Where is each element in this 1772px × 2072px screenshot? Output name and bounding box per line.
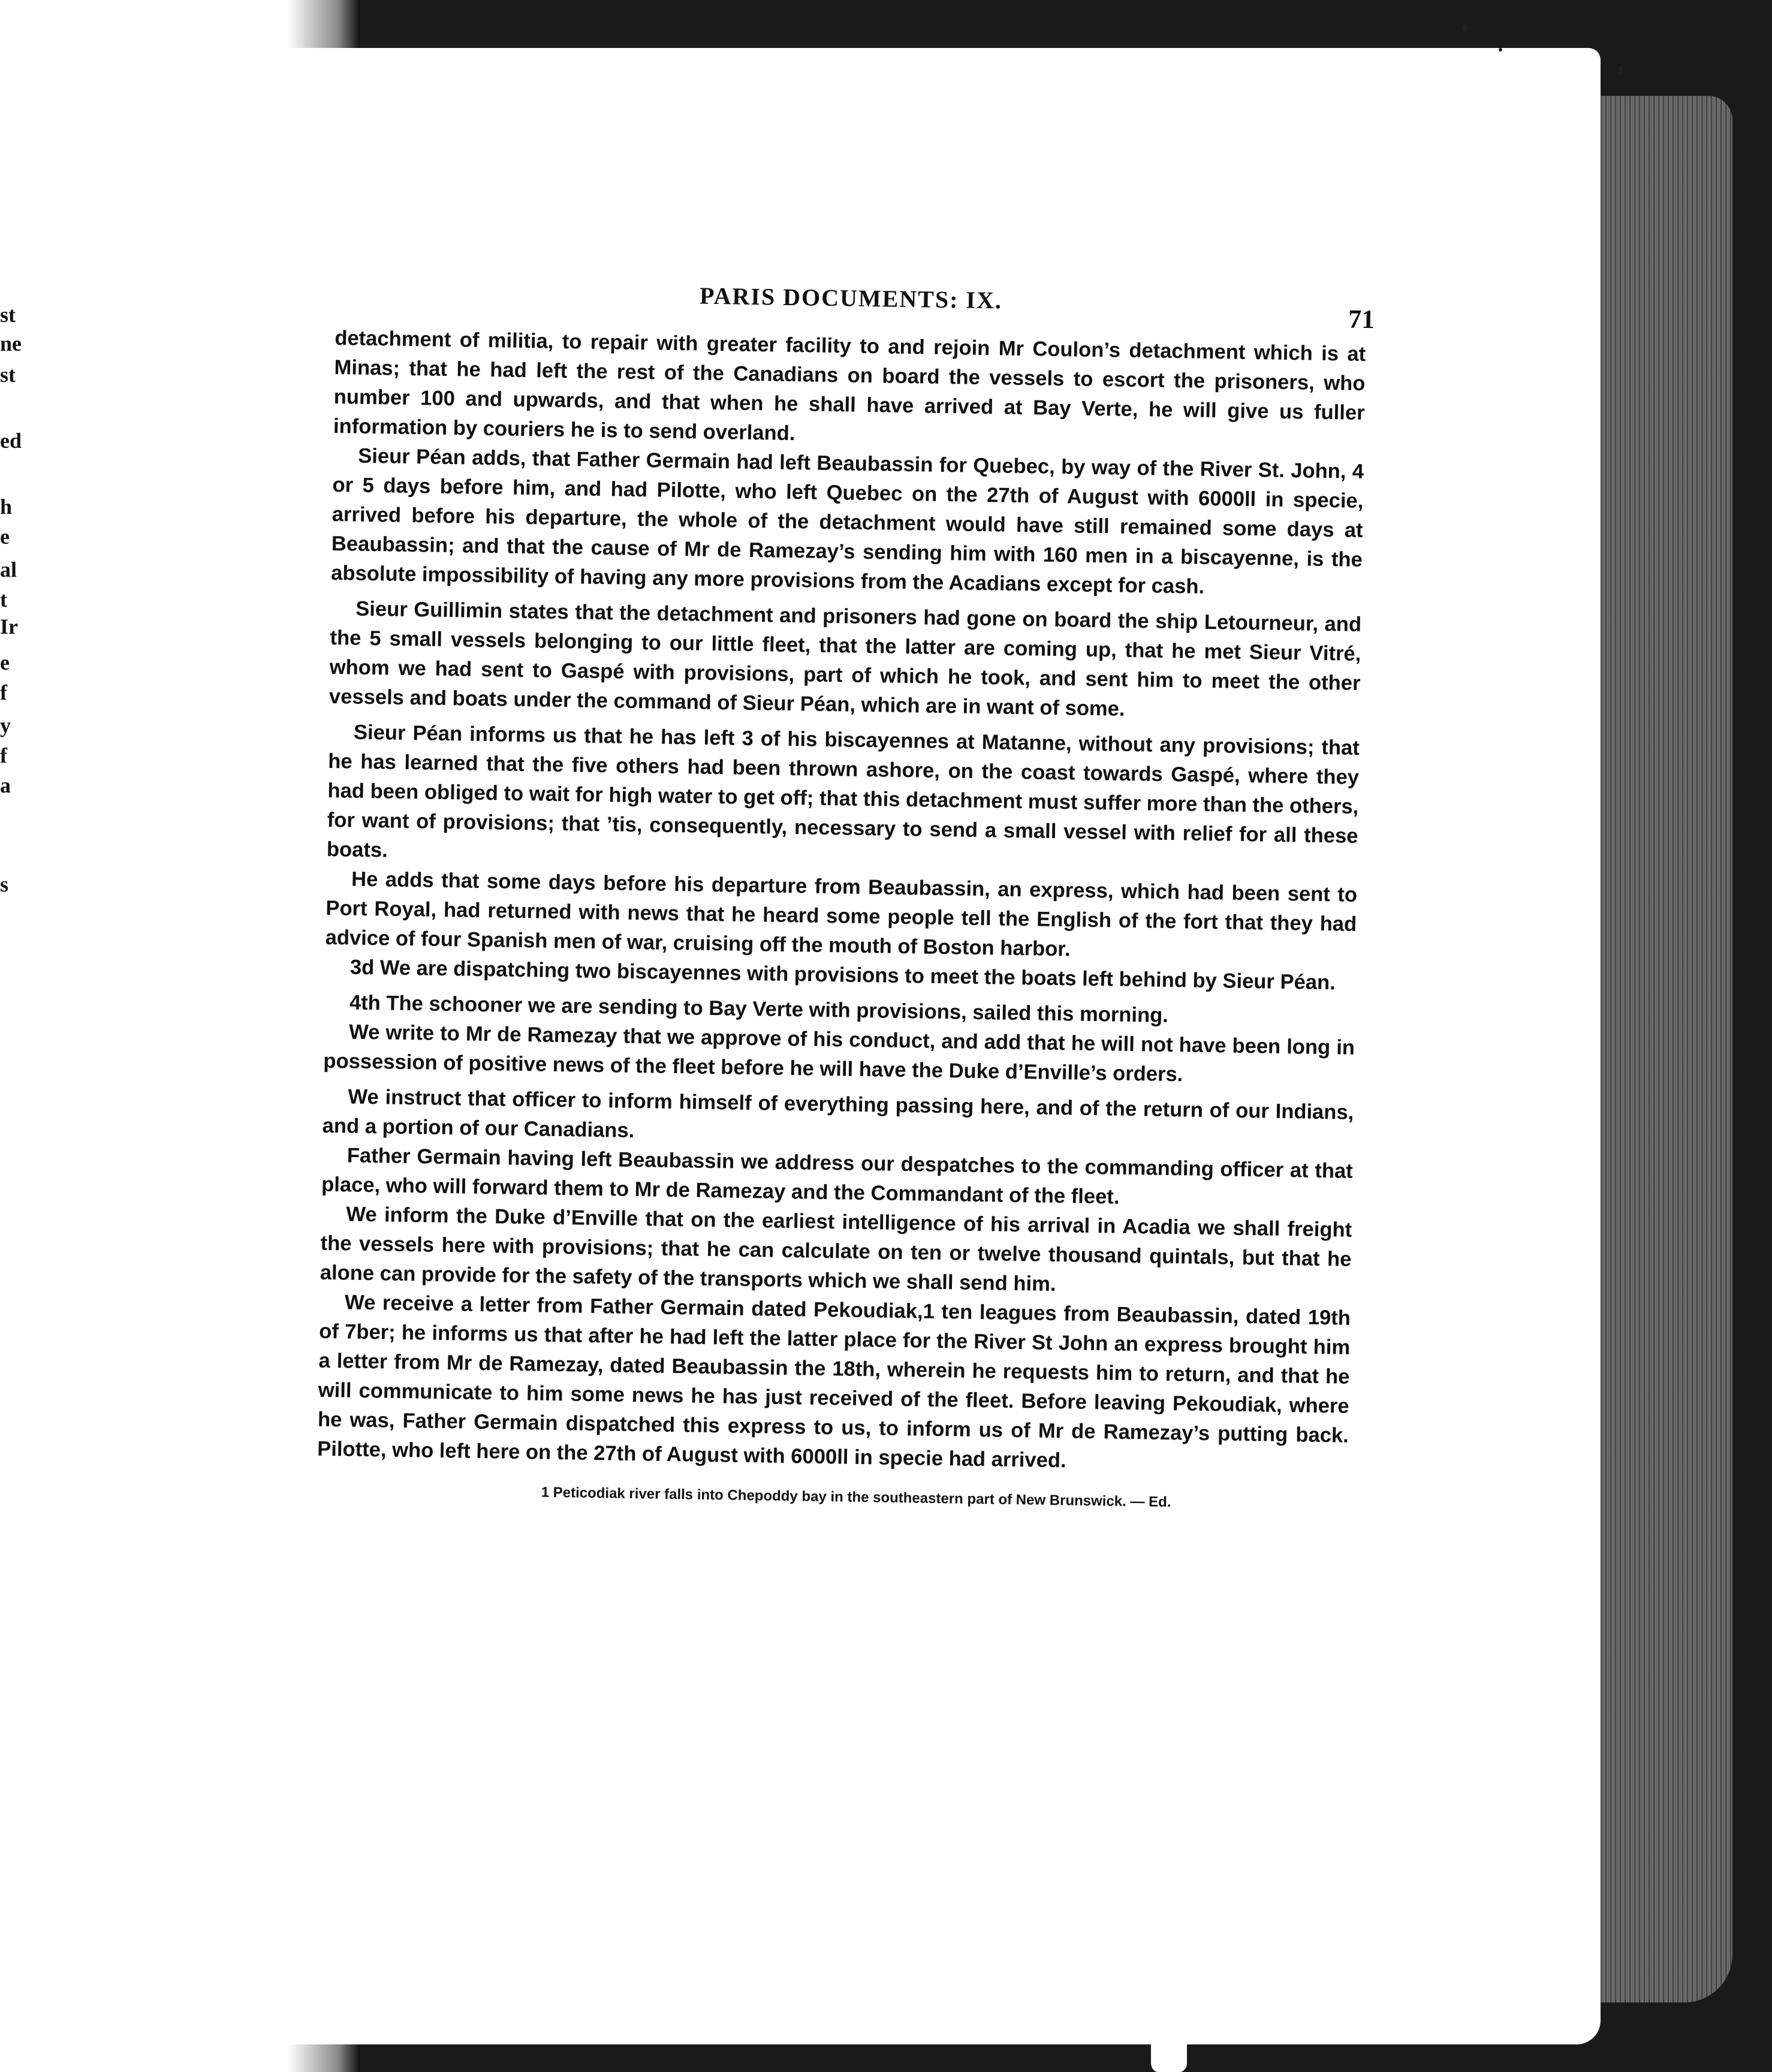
left-fragment: f xyxy=(0,680,7,704)
left-fragment: st xyxy=(0,303,16,327)
paragraph: Sieur Péan informs us that he has left 3 of his biscayennes at Matanne, without any provisions; that he has learned that the five others had been thrown ashore, on the coast towards Gaspé, where they had been obliged to wait for high water to get off; that this detachment must suffer more than the others, for want of provisions; that ’tis, consequently, necessary to send a small vessel with relief for all these boats. xyxy=(326,721,1360,862)
left-fragment: e xyxy=(0,525,10,549)
paragraph: 4th The schooner we are sending to Bay Verte with provisions, sailed this morning. xyxy=(349,991,1169,1027)
left-fragment: s xyxy=(0,872,9,896)
paragraph: He adds that some days before his departure from Beaubassin, an express, which had been sent to Port Royal, had returned with news that he heard some people tell the English of the fort that they had advice of four Spanish men of war, cruising off the mouth of Boston harbor. xyxy=(325,868,1358,961)
left-fragment: t xyxy=(0,588,7,612)
footnote: 1 Peticodiak river falls into Chepoddy bay in the southeastern part of New Brunswick. — Ed. xyxy=(541,1484,1171,1511)
paragraph: We receive a letter from Father Germain dated Pekoudiak,1 ten leagues from Beaubassin, dated 19th of 7ber; he informs us that after he had left the latter place for the River St John an express brought him a letter from Mr de Ramezay, dated Beaubassin the 18th, wherein he requests him to return, and that he will communicate to him some news he has just received of the fleet. Before leaving Pekoudiak, where he was, Father Germain dispatched this express to us, to inform us of Mr de Ramezay’s putting back. Pilotte, who left here on the 27th of August with 6000ll in specie had arrived. xyxy=(317,1291,1351,1472)
paragraph: Sieur Péan adds, that Father Germain had left Beaubassin for Quebec, by way of the River St. John, 4 or 5 days before him, and had Pilotte, who left Quebec on the 27th of August with 6000ll in specie, arrived before his departure, the whole of the detachment would have still remained some days at Beaubassin; and that the cause of Mr de Ramezay’s sending him with 160 men in a biscayenne, is the absolute impossibility of having any more provisions from the Acadians except for cash. xyxy=(330,444,1364,598)
paragraph: Sieur Guillimin states that the detachment and prisoners had gone on board the ship Letourneur, and the 5 small vessels belonging to our little fleet, that the latter are coming up, that he met Sieur Vitré, whom we had sent to Gaspé with provisions, part of which he took, and sent him to meet the other vessels and boats under the command of Sieur Péan, which are in want of some. xyxy=(329,597,1362,721)
left-fragment: a xyxy=(0,773,11,797)
page-text-block xyxy=(317,276,1375,1515)
paragraph: We instruct that officer to inform himself of everything passing here, and of the return of our Indians, and a portion of our Canadians. xyxy=(322,1085,1354,1143)
page-number: 71 xyxy=(1348,304,1375,335)
scan-speck xyxy=(1619,66,1622,76)
paragraph: We inform the Duke d’Enville that on the earliest intelligence of his arrival in Acadia we shall freight the vessels here with provisions; that he can calculate on ten or twelve thousand quintals, but that he alone can provide for the safety of the transports which we shall send him. xyxy=(320,1203,1352,1296)
left-fragment: ne xyxy=(0,332,22,356)
left-fragment: y xyxy=(0,713,11,737)
left-fragment: f xyxy=(0,743,7,767)
book-page-edges xyxy=(1589,96,1732,2002)
left-fragment: ed xyxy=(0,429,22,453)
running-head: PARIS DOCUMENTS: IX. xyxy=(699,282,1003,314)
left-fragment: e xyxy=(0,650,10,674)
scan-artifact xyxy=(1151,2026,1187,2072)
left-fragment: h xyxy=(0,495,13,519)
left-fragment: Ir xyxy=(0,615,18,639)
left-fragment: al xyxy=(0,558,17,582)
paragraph: Father Germain having left Beaubassin we address our despatches to the commanding officer at that place, who will forward them to Mr de Ramezay and the Commandant of the fleet. xyxy=(321,1144,1354,1209)
paragraph: We write to Mr de Ramezay that we approve of his conduct, and add that he will not have been long in possession of positive news of the fleet before he will have the Duke d’Enville’s orders. xyxy=(323,1020,1355,1086)
paragraph: 3d We are dispatching two biscayennes with provisions to meet the boats left behind by Sieur Péan. xyxy=(349,956,1336,995)
scan-speck xyxy=(1499,48,1502,52)
scan-speck xyxy=(1463,24,1467,32)
paragraph: detachment of militia, to repair with greater facility to and rejoin Mr Coulon’s detachment which is at Minas; that he had left the rest of the Canadians on board the vessels to escort the prisoners, who number 100 and upwards, and that when he shall have arrived at Bay Verte, he will give us fuller information by couriers he is to send overland. xyxy=(333,326,1366,445)
left-fragment: st xyxy=(0,363,16,387)
